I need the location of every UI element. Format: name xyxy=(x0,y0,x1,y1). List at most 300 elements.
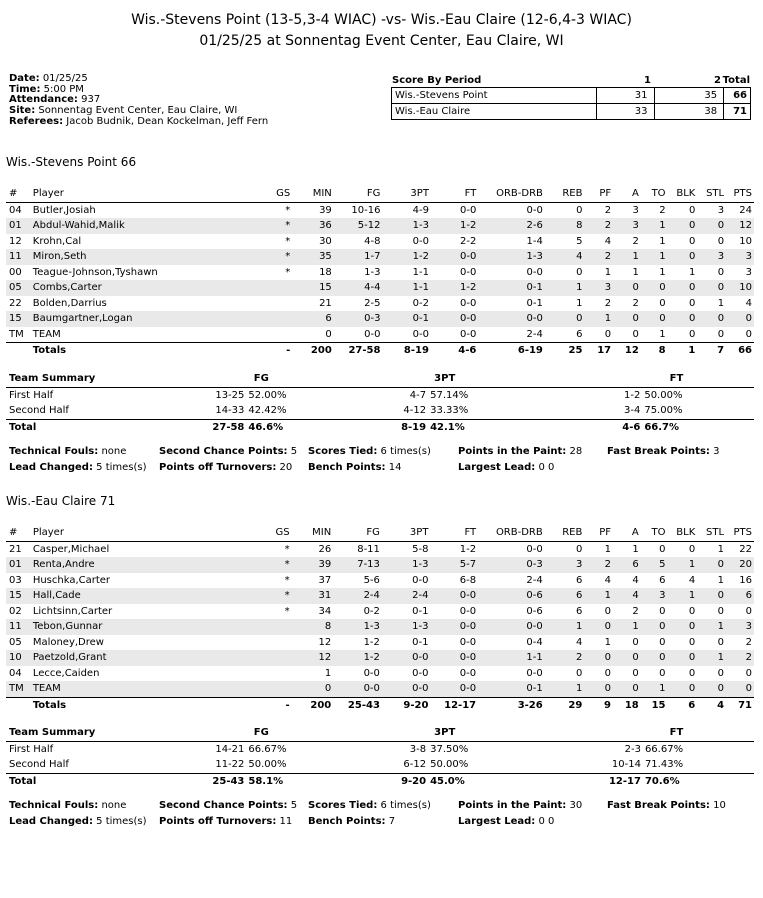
table-cell: 1-3 xyxy=(380,619,429,635)
summary-cell: 66.7% xyxy=(644,421,680,433)
summary-cell: 37.50% xyxy=(430,743,469,755)
table-cell: 2 xyxy=(632,297,639,309)
table-cell: 3 xyxy=(632,204,639,216)
technical-fouls xyxy=(9,446,126,457)
table-cell: 0-0 xyxy=(428,650,476,666)
summary-cell: Total xyxy=(9,421,37,433)
table-cell: 8 xyxy=(543,218,583,234)
table-cell: 21 xyxy=(319,297,332,309)
totals-row xyxy=(6,697,754,713)
largest-lead xyxy=(458,816,554,827)
fast-break-points xyxy=(607,446,719,457)
box-score-table xyxy=(6,525,754,713)
summary-cell: 10-14 xyxy=(517,757,641,773)
table-cell: 1 xyxy=(665,557,695,573)
table-cell: 0 xyxy=(639,311,666,327)
table-cell: 0 xyxy=(724,311,754,327)
summary-cell: First Half xyxy=(9,743,54,755)
summary-row xyxy=(6,741,754,757)
table-cell: 0-0 xyxy=(332,327,381,343)
table-cell: 01 xyxy=(6,557,33,573)
table-row xyxy=(6,557,754,573)
table-cell: 29 xyxy=(568,699,583,711)
table-cell: * xyxy=(242,588,289,604)
table-cell: 0-1 xyxy=(476,280,543,296)
table-cell: 1-2 xyxy=(459,543,477,555)
table-cell: 0 xyxy=(688,605,696,617)
table-row xyxy=(6,311,754,327)
table-cell: 17 xyxy=(597,345,612,357)
table-cell: * xyxy=(284,543,290,555)
table-cell: 71 xyxy=(738,699,752,711)
table-cell: 0-1 xyxy=(412,636,429,648)
summary-cell: Total xyxy=(9,775,37,787)
table-cell: 05 xyxy=(6,280,33,296)
table-cell: 2-5 xyxy=(364,297,381,309)
table-cell: 4-8 xyxy=(364,235,381,247)
table-cell: 0 xyxy=(666,311,696,327)
table-cell: 6 xyxy=(290,311,332,327)
table-cell: 0-0 xyxy=(459,636,477,648)
table-cell: 24 xyxy=(739,204,752,216)
table-cell: 12 xyxy=(9,235,22,247)
score-by-period-header: Score By Period 1 2 Total xyxy=(392,75,750,86)
table-cell: 16 xyxy=(739,574,752,586)
table-cell: 0 xyxy=(666,280,696,296)
bench-points xyxy=(308,462,401,473)
team-heading: Wis.-Eau Claire 71 xyxy=(6,494,116,508)
second-chance-points-value: 5 xyxy=(290,446,298,457)
table-cell: 0 xyxy=(582,619,611,635)
table-cell: 1 xyxy=(717,574,725,586)
score-by-period xyxy=(391,74,751,120)
table-cell: 0 xyxy=(717,605,725,617)
table-cell: 0 xyxy=(688,204,696,216)
table-cell: 0 xyxy=(688,235,696,247)
table-cell: 3 xyxy=(745,266,752,278)
table-cell: 0 xyxy=(576,204,583,216)
table-cell: 0 xyxy=(665,681,695,697)
table-cell: 1-7 xyxy=(332,249,381,265)
table-cell: Lichtsinn,Carter xyxy=(32,605,113,617)
summary-ft-header: FT xyxy=(517,371,754,387)
table-cell: 3 xyxy=(724,619,754,635)
table-cell: 0-0 xyxy=(380,650,429,666)
table-cell: TM xyxy=(6,327,33,343)
scores-tied xyxy=(308,800,431,811)
table-cell: 1 xyxy=(604,636,612,648)
summary-header-row xyxy=(6,371,754,387)
table-row xyxy=(6,604,754,620)
table-cell: Paetzold,Grant xyxy=(33,650,242,666)
table-cell: 18 xyxy=(624,699,639,711)
table-cell: 0 xyxy=(543,311,583,327)
table-row xyxy=(6,619,754,635)
table-cell: 0 xyxy=(688,543,696,555)
summary-cell: 1-2 xyxy=(623,389,641,401)
column-header: # xyxy=(6,525,33,541)
table-cell: 0-0 xyxy=(428,619,476,635)
table-cell: 0 xyxy=(695,327,724,343)
column-header: Player xyxy=(33,186,243,202)
table-cell: 0 xyxy=(717,636,725,648)
column-header: ORB-DRB xyxy=(476,186,543,202)
table-cell: 0 xyxy=(724,327,754,343)
table-cell: 2 xyxy=(632,605,639,617)
table-cell: 0 xyxy=(611,327,639,343)
table-cell: * xyxy=(285,266,291,278)
fast-break-points xyxy=(607,800,726,811)
team-misc-stats xyxy=(9,446,754,478)
table-cell: * xyxy=(285,235,291,247)
table-cell: 5-7 xyxy=(428,557,476,573)
table-cell: Huschka,Carter xyxy=(32,574,111,586)
bench-points xyxy=(308,816,395,827)
table-cell: TM xyxy=(6,681,33,697)
table-cell: 3 xyxy=(611,218,639,234)
table-cell: 2-4 xyxy=(380,588,429,604)
info-date: Date: 01/25/25 xyxy=(9,73,88,84)
table-cell: 0-0 xyxy=(412,574,429,586)
table-cell: 0 xyxy=(695,280,724,296)
table-cell: 0 xyxy=(688,636,696,648)
fast-break-points-value: 10 xyxy=(713,800,726,811)
table-cell: 1 xyxy=(717,297,725,309)
table-cell: - xyxy=(286,345,291,357)
table-cell: 0 xyxy=(582,650,611,666)
table-cell: 6 xyxy=(688,699,696,711)
summary-3pt-header: 3PT xyxy=(308,725,516,741)
table-cell: 22 xyxy=(739,543,752,555)
table-cell: Totals xyxy=(32,699,67,711)
table-cell: 20 xyxy=(724,557,754,573)
table-cell: 25 xyxy=(568,345,583,357)
points-in-paint-label: Points in the Paint: xyxy=(458,800,567,811)
table-cell: 4 xyxy=(604,574,612,586)
column-header: 3PT xyxy=(380,186,429,202)
table-row xyxy=(6,265,754,281)
table-cell: 4-4 xyxy=(332,280,381,296)
column-header: PTS xyxy=(724,525,754,541)
table-row xyxy=(6,541,754,557)
summary-cell: 14-21 xyxy=(215,743,245,755)
table-cell: 11 xyxy=(6,249,33,265)
column-header: FT xyxy=(428,525,476,541)
points-off-turnovers-label: Points off Turnovers: xyxy=(159,462,277,473)
summary-cell: 50.00% xyxy=(644,389,683,401)
table-cell: 04 xyxy=(9,667,22,679)
table-cell: 4 xyxy=(611,588,639,604)
summary-cell: 3-8 xyxy=(409,743,427,755)
game-subtitle: 01/25/25 at Sonnentag Event Center, Eau Claire, WI xyxy=(199,33,564,49)
table-cell xyxy=(243,296,290,312)
largest-lead-label: Largest Lead: xyxy=(458,816,536,827)
table-cell: 1-1 xyxy=(476,650,543,666)
points-in-paint-value: 28 xyxy=(569,446,583,457)
table-cell: 4-6 xyxy=(458,345,477,357)
summary-cell: Second Half xyxy=(6,403,174,419)
score-row: Wis.-Stevens Point 31 35 66 xyxy=(391,87,751,103)
bench-points-label: Bench Points: xyxy=(308,816,386,827)
points-off-turnovers-value: 11 xyxy=(279,816,293,827)
second-chance-points-value: 5 xyxy=(290,800,298,811)
table-cell: Butler,Josiah xyxy=(32,204,96,216)
column-header: # xyxy=(6,186,33,202)
table-cell: 25-43 xyxy=(347,699,380,711)
table-cell: 0-2 xyxy=(412,297,429,309)
table-cell: 0-6 xyxy=(526,605,543,617)
summary-fg-header: FG xyxy=(174,371,308,387)
table-cell: 37 xyxy=(318,574,332,586)
table-cell: 10-16 xyxy=(351,204,381,216)
table-cell: 3-26 xyxy=(517,699,543,711)
table-cell: TEAM xyxy=(33,681,242,697)
column-header: FG xyxy=(331,525,380,541)
table-cell: 1 xyxy=(632,543,639,555)
summary-cell: 46.6% xyxy=(248,421,284,433)
column-header: GS xyxy=(243,186,290,202)
table-cell: 2 xyxy=(582,249,611,265)
table-cell: 1 xyxy=(639,249,666,265)
table-cell: 0 xyxy=(659,667,666,679)
points-in-paint-value: 30 xyxy=(569,800,583,811)
table-cell: 0 xyxy=(666,218,696,234)
table-cell: 0-0 xyxy=(526,667,543,679)
table-cell: 0 xyxy=(695,311,724,327)
box-header-row xyxy=(6,186,754,202)
table-cell: 12 xyxy=(724,218,754,234)
table-cell: 1 xyxy=(582,588,611,604)
table-cell: 2 xyxy=(659,204,666,216)
table-cell: 4 xyxy=(688,574,696,586)
column-header: PF xyxy=(582,525,611,541)
table-cell: 0 xyxy=(665,650,695,666)
table-cell: 1-3 xyxy=(476,249,543,265)
table-cell: 2-4 xyxy=(526,574,543,586)
game-title: Wis.-Stevens Point (13-5,3-4 WIAC) -vs- Wis.-Eau Claire (12-6,4-3 WIAC) xyxy=(131,12,632,28)
table-cell: 9-20 xyxy=(403,699,429,711)
table-cell: 0-0 xyxy=(526,543,543,555)
table-cell: Tebon,Gunnar xyxy=(33,619,242,635)
lead-changed-value: 5 times(s) xyxy=(96,462,147,473)
table-cell: 0 xyxy=(659,297,666,309)
table-cell: 2-6 xyxy=(476,218,543,234)
table-cell: 2 xyxy=(582,218,611,234)
table-cell: 1 xyxy=(582,311,611,327)
summary-cell: 42.1% xyxy=(430,421,465,433)
table-cell: 1-2 xyxy=(429,280,476,296)
column-header: STL xyxy=(695,525,724,541)
column-header: REB xyxy=(543,186,583,202)
fast-break-points-value: 3 xyxy=(713,446,720,457)
summary-row xyxy=(6,757,754,773)
table-cell: Abdul-Wahid,Malik xyxy=(33,218,243,234)
table-cell: 0 xyxy=(695,588,724,604)
table-cell: 2-4 xyxy=(476,327,543,343)
table-cell: 1 xyxy=(659,235,666,247)
table-cell: 0 xyxy=(745,667,752,679)
score-row: Wis.-Eau Claire 33 38 71 xyxy=(391,103,751,120)
table-cell: 2 xyxy=(604,204,612,216)
table-cell: 0-0 xyxy=(526,204,543,216)
table-cell: 6-19 xyxy=(517,345,543,357)
table-cell: 0-0 xyxy=(459,266,477,278)
table-row xyxy=(6,296,754,312)
table-cell: 1-3 xyxy=(364,266,381,278)
table-cell: 0 xyxy=(659,543,666,555)
table-cell: 18 xyxy=(319,266,332,278)
summary-row xyxy=(6,387,754,403)
table-cell: 12-17 xyxy=(444,699,477,711)
table-cell: Krohn,Cal xyxy=(32,235,82,247)
summary-ft-header: FT xyxy=(517,725,754,741)
table-cell: 2 xyxy=(604,297,612,309)
bench-points-value: 14 xyxy=(388,462,402,473)
table-cell: 0 xyxy=(611,681,639,697)
table-cell: 30 xyxy=(319,235,332,247)
summary-total-row xyxy=(6,419,754,435)
summary-cell: 71.43% xyxy=(641,757,754,773)
table-cell: 0 xyxy=(290,681,332,697)
table-cell: Bolden,Darrius xyxy=(32,297,107,309)
table-cell: TEAM xyxy=(33,327,243,343)
column-header: FG xyxy=(332,186,381,202)
table-cell: 0 xyxy=(639,280,666,296)
table-cell: 1 xyxy=(717,543,725,555)
summary-total-row xyxy=(6,773,754,789)
table-cell: 1-2 xyxy=(429,218,476,234)
table-cell: 39 xyxy=(290,557,332,573)
summary-fg-header: FG xyxy=(174,725,308,741)
table-cell: 0-0 xyxy=(412,667,429,679)
table-cell: 15 xyxy=(6,311,33,327)
table-cell xyxy=(6,697,33,713)
table-cell: 1 xyxy=(576,297,583,309)
table-cell: 6 xyxy=(575,574,583,586)
table-cell xyxy=(243,327,290,343)
table-cell: * xyxy=(284,605,290,617)
technical-fouls xyxy=(9,800,126,811)
table-cell: 15 xyxy=(6,588,33,604)
table-cell: 6 xyxy=(543,327,583,343)
column-header: TO xyxy=(639,525,666,541)
table-cell: 0 xyxy=(604,605,612,617)
table-cell: 12 xyxy=(290,650,332,666)
table-row xyxy=(6,588,754,604)
table-cell: * xyxy=(243,249,290,265)
table-cell: 03 xyxy=(9,574,22,586)
table-cell: 3 xyxy=(724,249,754,265)
bench-points-value: 7 xyxy=(388,816,396,827)
column-header: MIN xyxy=(290,186,332,202)
table-cell: 1 xyxy=(611,249,639,265)
summary-cell: 9-20 xyxy=(401,775,427,787)
table-cell: 4 xyxy=(717,699,725,711)
table-cell: 15 xyxy=(651,699,666,711)
table-cell xyxy=(243,280,290,296)
table-cell: 0-1 xyxy=(526,297,543,309)
table-cell: 4 xyxy=(632,574,639,586)
table-cell: 10 xyxy=(724,280,754,296)
summary-cell: 66.67% xyxy=(248,743,287,755)
table-cell: 9 xyxy=(604,699,612,711)
box-header-row xyxy=(6,525,754,541)
table-cell: 0-0 xyxy=(429,249,476,265)
summary-cell: 14-33 xyxy=(174,403,245,419)
table-cell: Combs,Carter xyxy=(33,280,243,296)
table-cell: 0-0 xyxy=(331,681,380,697)
technical-fouls-value: none xyxy=(101,800,127,811)
table-cell: 1-4 xyxy=(526,235,543,247)
points-off-turnovers xyxy=(159,462,292,473)
table-cell: 1 xyxy=(659,266,666,278)
column-header: BLK xyxy=(666,186,696,202)
column-header: ORB-DRB xyxy=(476,525,543,541)
table-cell: 3 xyxy=(717,204,725,216)
table-cell: 0 xyxy=(632,636,639,648)
table-cell: Hall,Cade xyxy=(33,588,242,604)
table-cell: 0-0 xyxy=(526,266,543,278)
technical-fouls-label: Technical Fouls: xyxy=(9,800,99,811)
table-cell: 8-19 xyxy=(403,345,429,357)
box-score-table xyxy=(6,186,754,359)
table-cell: 4 xyxy=(604,235,612,247)
table-cell: 01 xyxy=(6,218,33,234)
table-cell: 3 xyxy=(543,557,583,573)
table-cell: 0-0 xyxy=(459,297,477,309)
table-cell: 0 xyxy=(724,681,754,697)
table-cell: 3 xyxy=(582,280,611,296)
table-cell: 5-8 xyxy=(412,543,429,555)
table-row xyxy=(6,218,754,234)
table-cell: 0-0 xyxy=(429,311,476,327)
table-cell: 0-1 xyxy=(380,311,429,327)
table-cell: 12 xyxy=(318,636,332,648)
table-cell: 5-6 xyxy=(363,574,380,586)
table-cell: 1-2 xyxy=(331,650,380,666)
table-cell: 1-3 xyxy=(380,218,429,234)
table-cell: 8 xyxy=(290,619,332,635)
info-site: Site: Sonnentag Event Center, Eau Claire, WI xyxy=(9,105,238,117)
table-cell: 26 xyxy=(318,543,332,555)
table-cell: 4 xyxy=(543,249,583,265)
table-cell: 6 xyxy=(724,588,754,604)
points-off-turnovers-label: Points off Turnovers: xyxy=(159,816,277,827)
table-cell: Renta,Andre xyxy=(33,557,242,573)
table-cell: 6 xyxy=(611,557,639,573)
summary-cell: 66.67% xyxy=(644,743,684,755)
summary-cell: 4-12 xyxy=(308,403,426,419)
score-by-period-table xyxy=(391,87,751,120)
summary-label: Team Summary xyxy=(6,371,174,387)
table-cell: 1 xyxy=(695,650,724,666)
table-cell: Miron,Seth xyxy=(33,249,243,265)
table-cell: 4 xyxy=(575,636,583,648)
table-cell: 3 xyxy=(639,588,666,604)
table-row xyxy=(6,573,754,589)
scores-tied-label: Scores Tied: xyxy=(308,446,378,457)
table-cell: 0 xyxy=(611,280,639,296)
largest-lead xyxy=(458,462,554,473)
column-header: Player xyxy=(33,525,242,541)
column-header: BLK xyxy=(665,525,695,541)
table-cell: 200 xyxy=(310,345,332,357)
info-referees: Referees: Jacob Budnik, Dean Kockelman, Jeff Fern xyxy=(9,115,269,127)
fast-break-points-label: Fast Break Points: xyxy=(607,446,710,457)
technical-fouls-label: Technical Fouls: xyxy=(9,446,99,457)
table-cell xyxy=(242,650,289,666)
table-cell: 0-4 xyxy=(526,636,543,648)
